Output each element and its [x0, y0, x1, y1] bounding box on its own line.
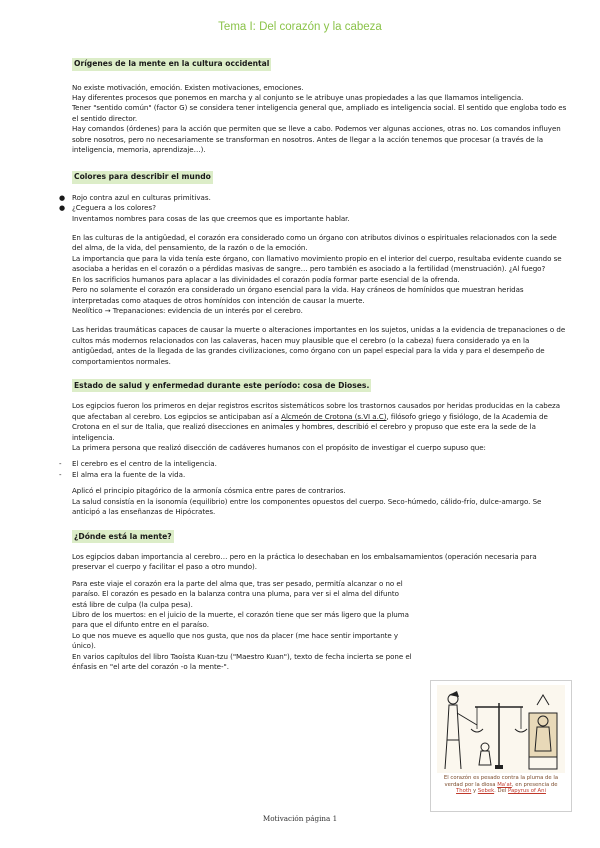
- paragraph: En las culturas de la antigüedad, el corazón era considerado como un órgano con atributos divinos o espirituales relacionados con la sede del alma, de la vida, del pensamiento, de la razón o de la emoción.: [72, 233, 557, 253]
- section-heading: Estado de salud y enfermedad durante este período: cosa de Dioses.: [72, 379, 371, 392]
- paragraph: Las heridas traumáticas capaces de causar la muerte o alteraciones importantes en los sujetos, unidas a la evidencia de trepanaciones o de cultos más modernos relacionados con las calaveras, hacen muy plausible que el cerebro (o la cabeza) fuera considerado ya en la antigüedad, antes de la llegada de las grandes civilizaciones, como órgano con un papel especial para la vida y para el desempeño de comportamientos normales.: [72, 325, 566, 366]
- page-footer: Motivación página 1: [262, 814, 338, 823]
- paragraph: Los egipcios fueron los primeros en dejar registros escritos sistemáticos sobre los trastornos causados por heridas producidas en la cabeza que afectaban al cerebro. Los egipcios se anticipaban así a Alcmeón de Crotona (s.VI a.C), filósofo griego y fisiólogo, de la Academia de Crotona en el sur de Italia, que realizó disecciones en animales y hombres, describió el cerebro y propuso que este era la sede de la inteligencia.: [72, 401, 560, 442]
- paragraph: La importancia que para la vida tenía este órgano, con llamativo movimiento propio en el interior del cuerpo, resultaba evidente cuando se asociaba a heridas en el corazón o a pérdidas masivas de sangre… pero también es asociado a la fertilidad (menstruación). ¿Al fuego?: [72, 253, 562, 274]
- paragraph: Para este viaje el corazón era la parte del alma que, tras ser pesado, permitía alcanzar o no el paraíso. El corazón es pesado en la balanza contra una pluma, para ver si el alma del difunto está libre de culpa (la culpa pesa).: [72, 578, 403, 609]
- paragraph: Aplicó el principio pitagórico de la armonía cósmica entre pares de contrarios.: [72, 486, 346, 496]
- section-heading: Colores para describir el mundo: [72, 171, 213, 184]
- figure-caption: El corazón es pesado contra la pluma de la verdad por la diosa Ma'at, en presencia de Thoth y Sebek. Del Papyrus of Ani: [443, 775, 559, 795]
- paragraph: En varios capítulos del libro Taoísta Kuan-tzu ("Maestro Kuan"), texto de fecha incierta se pone el énfasis en "el arte del corazón -o la mente-".: [72, 651, 412, 672]
- page-title: Tema I: Del corazón y la cabeza: [218, 21, 382, 33]
- split-block: [72, 579, 568, 673]
- alcmeon-link[interactable]: Alcmeón de Crotona (s.VI a.C): [281, 411, 387, 421]
- left-column: [72, 579, 412, 673]
- paragraph: La salud consistía en la isonomía (equilibrio) entre los componentes opuestos del cuerpo. Seco-húmedo, cálido-frío, dulce-amargo. Se anticipó a las enseñanzas de Hipócrates.: [72, 496, 542, 517]
- thoth-link[interactable]: Thoth: [456, 788, 472, 795]
- papyrus-link[interactable]: Papyrus of Ani: [508, 788, 546, 795]
- paragraph: Lo que nos mueve es aquello que nos gusta, que nos da placer (me hace sentir importante y único).: [72, 630, 399, 651]
- dash-icon: -: [59, 470, 62, 479]
- bullet-list: [59, 192, 568, 214]
- egyptian-scene-illustration: [437, 685, 565, 773]
- paragraph: Neolítico → Trepanaciones: evidencia de un interés por el cerebro.: [72, 305, 303, 315]
- document-body: [59, 51, 568, 672]
- list-item: - El cerebro es el centro de la inteligencia.: [59, 459, 217, 469]
- sebek-link[interactable]: Sebek: [477, 788, 495, 795]
- list-item: ● ¿Ceguera a los colores?: [59, 203, 156, 213]
- paragraph: Hay comandos (órdenes) para la acción que permiten que se lleve a cabo. Podemos ver algunas acciones, otras no. Los comandos influyen sobre nosotros, pero no necesariamente se transforman en nosotros. Antes de llegar a la acción tenemos que procesar (a través de la inteligencia, memoria, aprendizaje…).: [72, 124, 561, 154]
- dash-icon: -: [59, 460, 62, 469]
- bullet-icon: ●: [59, 204, 66, 213]
- paragraph: Los egipcios daban importancia al cerebro… pero en la práctica lo desechaban en los embalsamamientos (operación necesaria para preservar el cuerpo y facilitar el paso a otro mundo).: [72, 552, 537, 572]
- paragraph: Hay diferentes procesos que ponemos en marcha y al conjunto se le atribuye unas propiedades a las que llamamos inteligencia.: [72, 92, 524, 102]
- paragraph: En los sacrificios humanos para aplacar a las divinidades el corazón podía formar parte esencial de la ofrenda.: [72, 274, 460, 284]
- paragraph: Libro de los muertos: en el juicio de la muerte, el corazón tiene que ser más ligero que la pluma para que el difunto entre en el paraíso.: [72, 610, 409, 630]
- list-item: - El alma era la fuente de la vida.: [59, 469, 186, 479]
- maat-link[interactable]: Ma'at: [497, 781, 512, 788]
- paragraph: No existe motivación, emoción. Existen motivaciones, emociones.: [72, 82, 304, 92]
- weighing-of-heart-figure: [430, 680, 572, 812]
- paragraph: Pero no solamente el corazón era considerado un órgano esencial para la vida. Hay cráneos de homínidos que muestran heridas interpretadas como ataques de otros homínidos con intención de causar la muerte.: [72, 285, 524, 305]
- section-heading: Orígenes de la mente en la cultura occidental: [72, 58, 271, 71]
- list-item: ● Rojo contra azul en culturas primitivas.: [59, 192, 211, 202]
- bullet-icon: ●: [59, 193, 66, 202]
- paragraph: Tener "sentido común" (factor G) se considera tener inteligencia general que, ampliado es inteligencia social. El sentido que engloba todo es el sentido director.: [72, 103, 567, 123]
- dash-list: [59, 459, 568, 480]
- section-heading: ¿Dónde está la mente?: [72, 530, 174, 543]
- paragraph: La primera persona que realizó disección de cadáveres humanos con el propósito de investigar el cuerpo supuso que:: [72, 443, 486, 453]
- paragraph: Inventamos nombres para cosas de las que creemos que es importante hablar.: [72, 213, 350, 223]
